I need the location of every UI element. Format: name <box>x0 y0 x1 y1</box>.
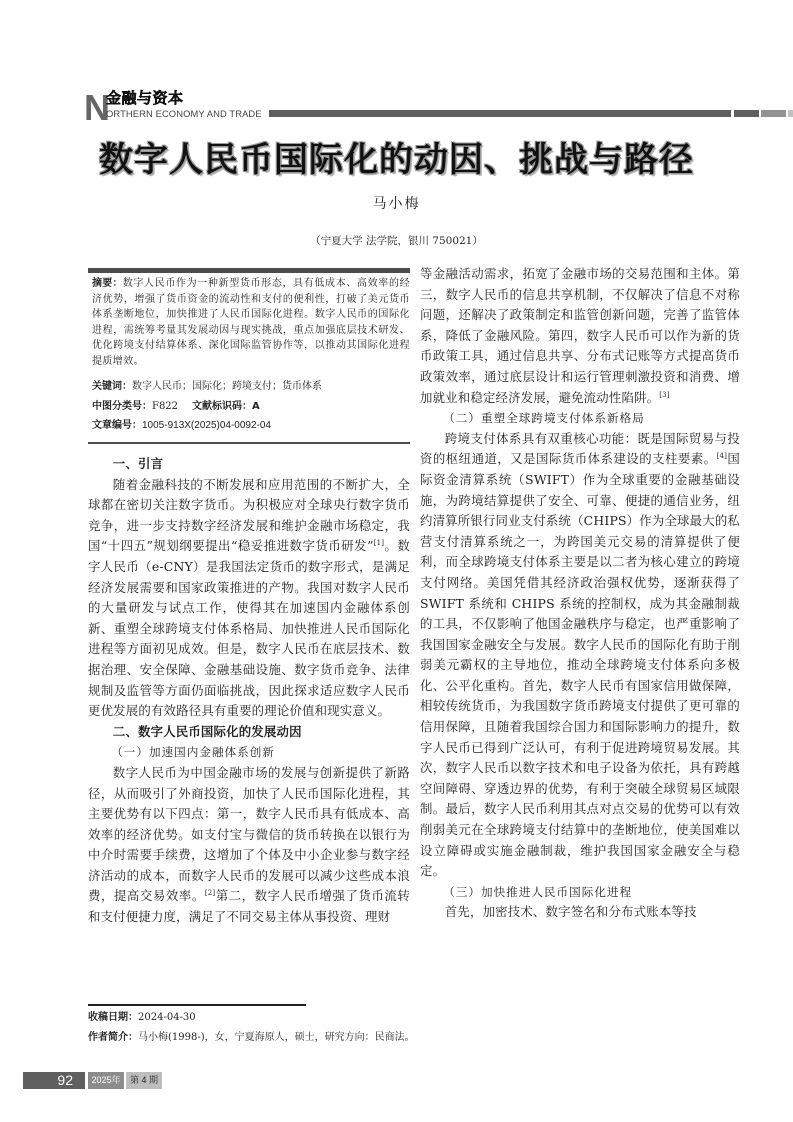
paragraph <box>88 763 410 928</box>
citation: [1] <box>373 539 385 548</box>
abstract <box>92 276 410 370</box>
received-date <box>88 1011 508 1025</box>
bio-label: 作者简介： <box>88 1032 138 1043</box>
article-title: 数字人民币国际化的动因、挑战与路径 <box>99 140 694 180</box>
subsection-heading: （三）加快推进人民币国际化进程 <box>443 884 633 899</box>
body-column-right <box>420 264 740 923</box>
paragraph <box>420 429 740 882</box>
keywords <box>92 379 410 394</box>
clc-label: 中图分类号： <box>92 401 152 412</box>
paragraph-text: 随着金融科技的不断发展和应用范围的不断扩大，全球都在密切关注数字货币。为积极应对全球央行数字货币竞争，进一步支持数字经济发展和维护金融市场稳定，我国“十四五”规划纲要提出“稳妥推进数字货币研发” <box>88 476 410 554</box>
paragraph-text: 第二，数字人民币增强了货币流转和支付便捷力度，满足了不同交易主体从事投资、理财 <box>88 888 410 925</box>
header-bar-segment <box>788 110 793 117</box>
paragraph-text: 数字人民币为中国金融市场的发展与创新提供了新路径，从而吸引了外商投资，加快了人民币国际化进程，其主要优势有以下四点：第一，数字人民币具有低成本、高效率的经济优势。如支付宝与微信的货币转换在以银行为中介时需要手续费，这增加了个体及中小企业参与数字经济活动的成本，而数字人民币的发展可以减少这些成本浪费，提高交易效率。 <box>88 764 410 904</box>
journal-logo-letter: N <box>84 87 109 128</box>
issue-year: 2025年 <box>88 1072 124 1089</box>
doc-code-value: A <box>252 401 260 412</box>
abstract-top-rule <box>88 268 410 273</box>
paragraph-text: 跨境支付体系具有双重核心功能：既是国际贸易与投资的枢纽通道，又是国际货币体系建设的支柱要素。 <box>420 430 740 467</box>
header-bar-segment <box>734 110 759 117</box>
journal-header <box>84 87 744 130</box>
paragraph-text: 等金融活动需求，拓宽了金融市场的交易范围和主体。第三，数字人民币的信息共享机制，不仅解决了信息不对称问题，还解决了政策制定和监管创新问题，完善了监管体系，降低了金融风险。第四，数字人民币可以作为新的货币政策工具，通过信息共享、分布式记账等方式提高货币政策效率，通过底层设计和运行管理刺激投资和消费、增加就业和稳定经济发展，避免流动性陷阱。 <box>420 266 740 405</box>
received-value: 2024-04-30 <box>138 1012 196 1023</box>
paragraph <box>420 264 740 408</box>
author-affiliation: （宁夏大学 法学院，银川 750021） <box>310 235 483 247</box>
bio-text: 马小梅(1998-)，女，宁夏海原人，硕士，研究方向：民商法。 <box>138 1032 415 1043</box>
received-label: 收稿日期： <box>88 1012 138 1023</box>
clc-value: F822 <box>152 401 179 412</box>
keywords-text: 数字人民币；国际化；跨境支付；货币体系 <box>132 381 322 392</box>
paragraph-text: 国际资金清算系统（SWIFT）作为全球重要的金融基础设施，为跨境结算提供了安全、可靠、便捷的通信业务，纽约清算所银行同业支付系统（CHIPS）作为全球最大的私营支付清算系统之一，为跨国美元交易的清算提供了便利，而全球跨境支付体系主要是以二者为核心建立的跨境支付网络。美国凭借其经济政治强权优势，逐渐获得了 SWIFT 系统和 CHIPS 系统的控制权，成为其金融制裁的工具，不仅影响了他国金融秩序与稳定，也严重影响了我国国家金融安全与发展。数字人民币的国际化有助于削弱美元霸权的主导地位，推动全球跨境支付体系向多极化、公平化重构。首先，数字人民币有国家信用做保障，相较传统货币，为我国数字货币跨境支付提供了更可靠的信用保障，且随着我国综合国力和国际影响力的提升，数字人民币已得到广泛认可，有利于促进跨境贸易发展。其次，数字人民币以数字技术和电子设备为依托，具有跨越空间障碍、穿透边界的优势，有利于突破全球贸易区域限制。最后，数字人民币利用其点对点交易的优势可以有效削弱美元在全球跨境支付结算中的垄断地位，使美国难以设立障碍或实施金融制裁，维护我国国家金融安全与稳定。 <box>420 451 740 879</box>
article-author: 马小梅 <box>372 196 421 212</box>
author-bio <box>88 1031 508 1045</box>
subsection-heading: （二）重塑全球跨境支付体系新格局 <box>443 411 645 426</box>
abstract-text: 数字人民币作为一种新型货币形态，具有低成本、高效率的经济优势，增强了货币资金的流动性和支付的便利性，打破了美元货币体系垄断地位，加快推进了人民币国际化进程。数字人民币的国际化进程，需统筹考量其发展动因与现实挑战，重点加强底层技术研发、优化跨境支付结算体系、深化国际监管协作等，以推动其国际化进程提质增效。 <box>92 278 410 367</box>
issue-number: 第 4 期 <box>126 1072 162 1089</box>
article-number-label: 文章编号： <box>92 420 142 431</box>
abstract-label: 摘要： <box>92 278 123 289</box>
article-number-value: 1005-913X(2025)04-0092-04 <box>142 420 271 431</box>
citation: [2] <box>204 889 216 898</box>
body-column-left <box>88 454 410 928</box>
page-number: 92 <box>23 1072 85 1089</box>
keywords-label: 关键词： <box>92 381 132 392</box>
header-bar-segment <box>761 110 786 117</box>
journal-name-cn: 金融与资本 <box>106 89 184 107</box>
doc-code-label: 文献标识码： <box>192 401 253 412</box>
section-heading: 一、引言 <box>112 456 164 471</box>
footnote-rule <box>88 1004 306 1006</box>
citation: [4] <box>716 452 728 461</box>
paragraph <box>420 902 740 923</box>
citation: [3] <box>659 390 670 399</box>
paragraph-text: 。数字人民币（e-CNY）是我国法定货币的数字形式，是满足经济发展需要和国家政策推进的产物。我国对数字人民币的大量研发与试点工作，使得其在加速国内金融体系创新、重塑全球跨境支付体系格局、加快推进人民币国际化进程等方面初见成效。但是，数字人民币在底层技术、数据治理、安全保障、金融基础设施、数字货币竞争、法律规制及监管等方面仍面临挑战，因此探求适应数字人民币更优发展的有效路径具有重要的理论价值和现实意义。 <box>88 538 411 719</box>
header-bar <box>269 110 731 117</box>
article-number <box>92 418 410 433</box>
journal-name-en: ORTHERN ECONOMY AND TRADE <box>106 108 262 119</box>
classification <box>92 399 410 414</box>
paragraph <box>88 475 410 722</box>
paragraph-text: 首先，加密技术、数字签名和分布式账本等技 <box>444 904 697 920</box>
subsection-heading: （一）加速国内金融体系创新 <box>111 745 275 760</box>
section-heading: 二、数字人民币国际化的发展动因 <box>112 723 302 739</box>
abstract-bottom-rule <box>88 442 410 444</box>
